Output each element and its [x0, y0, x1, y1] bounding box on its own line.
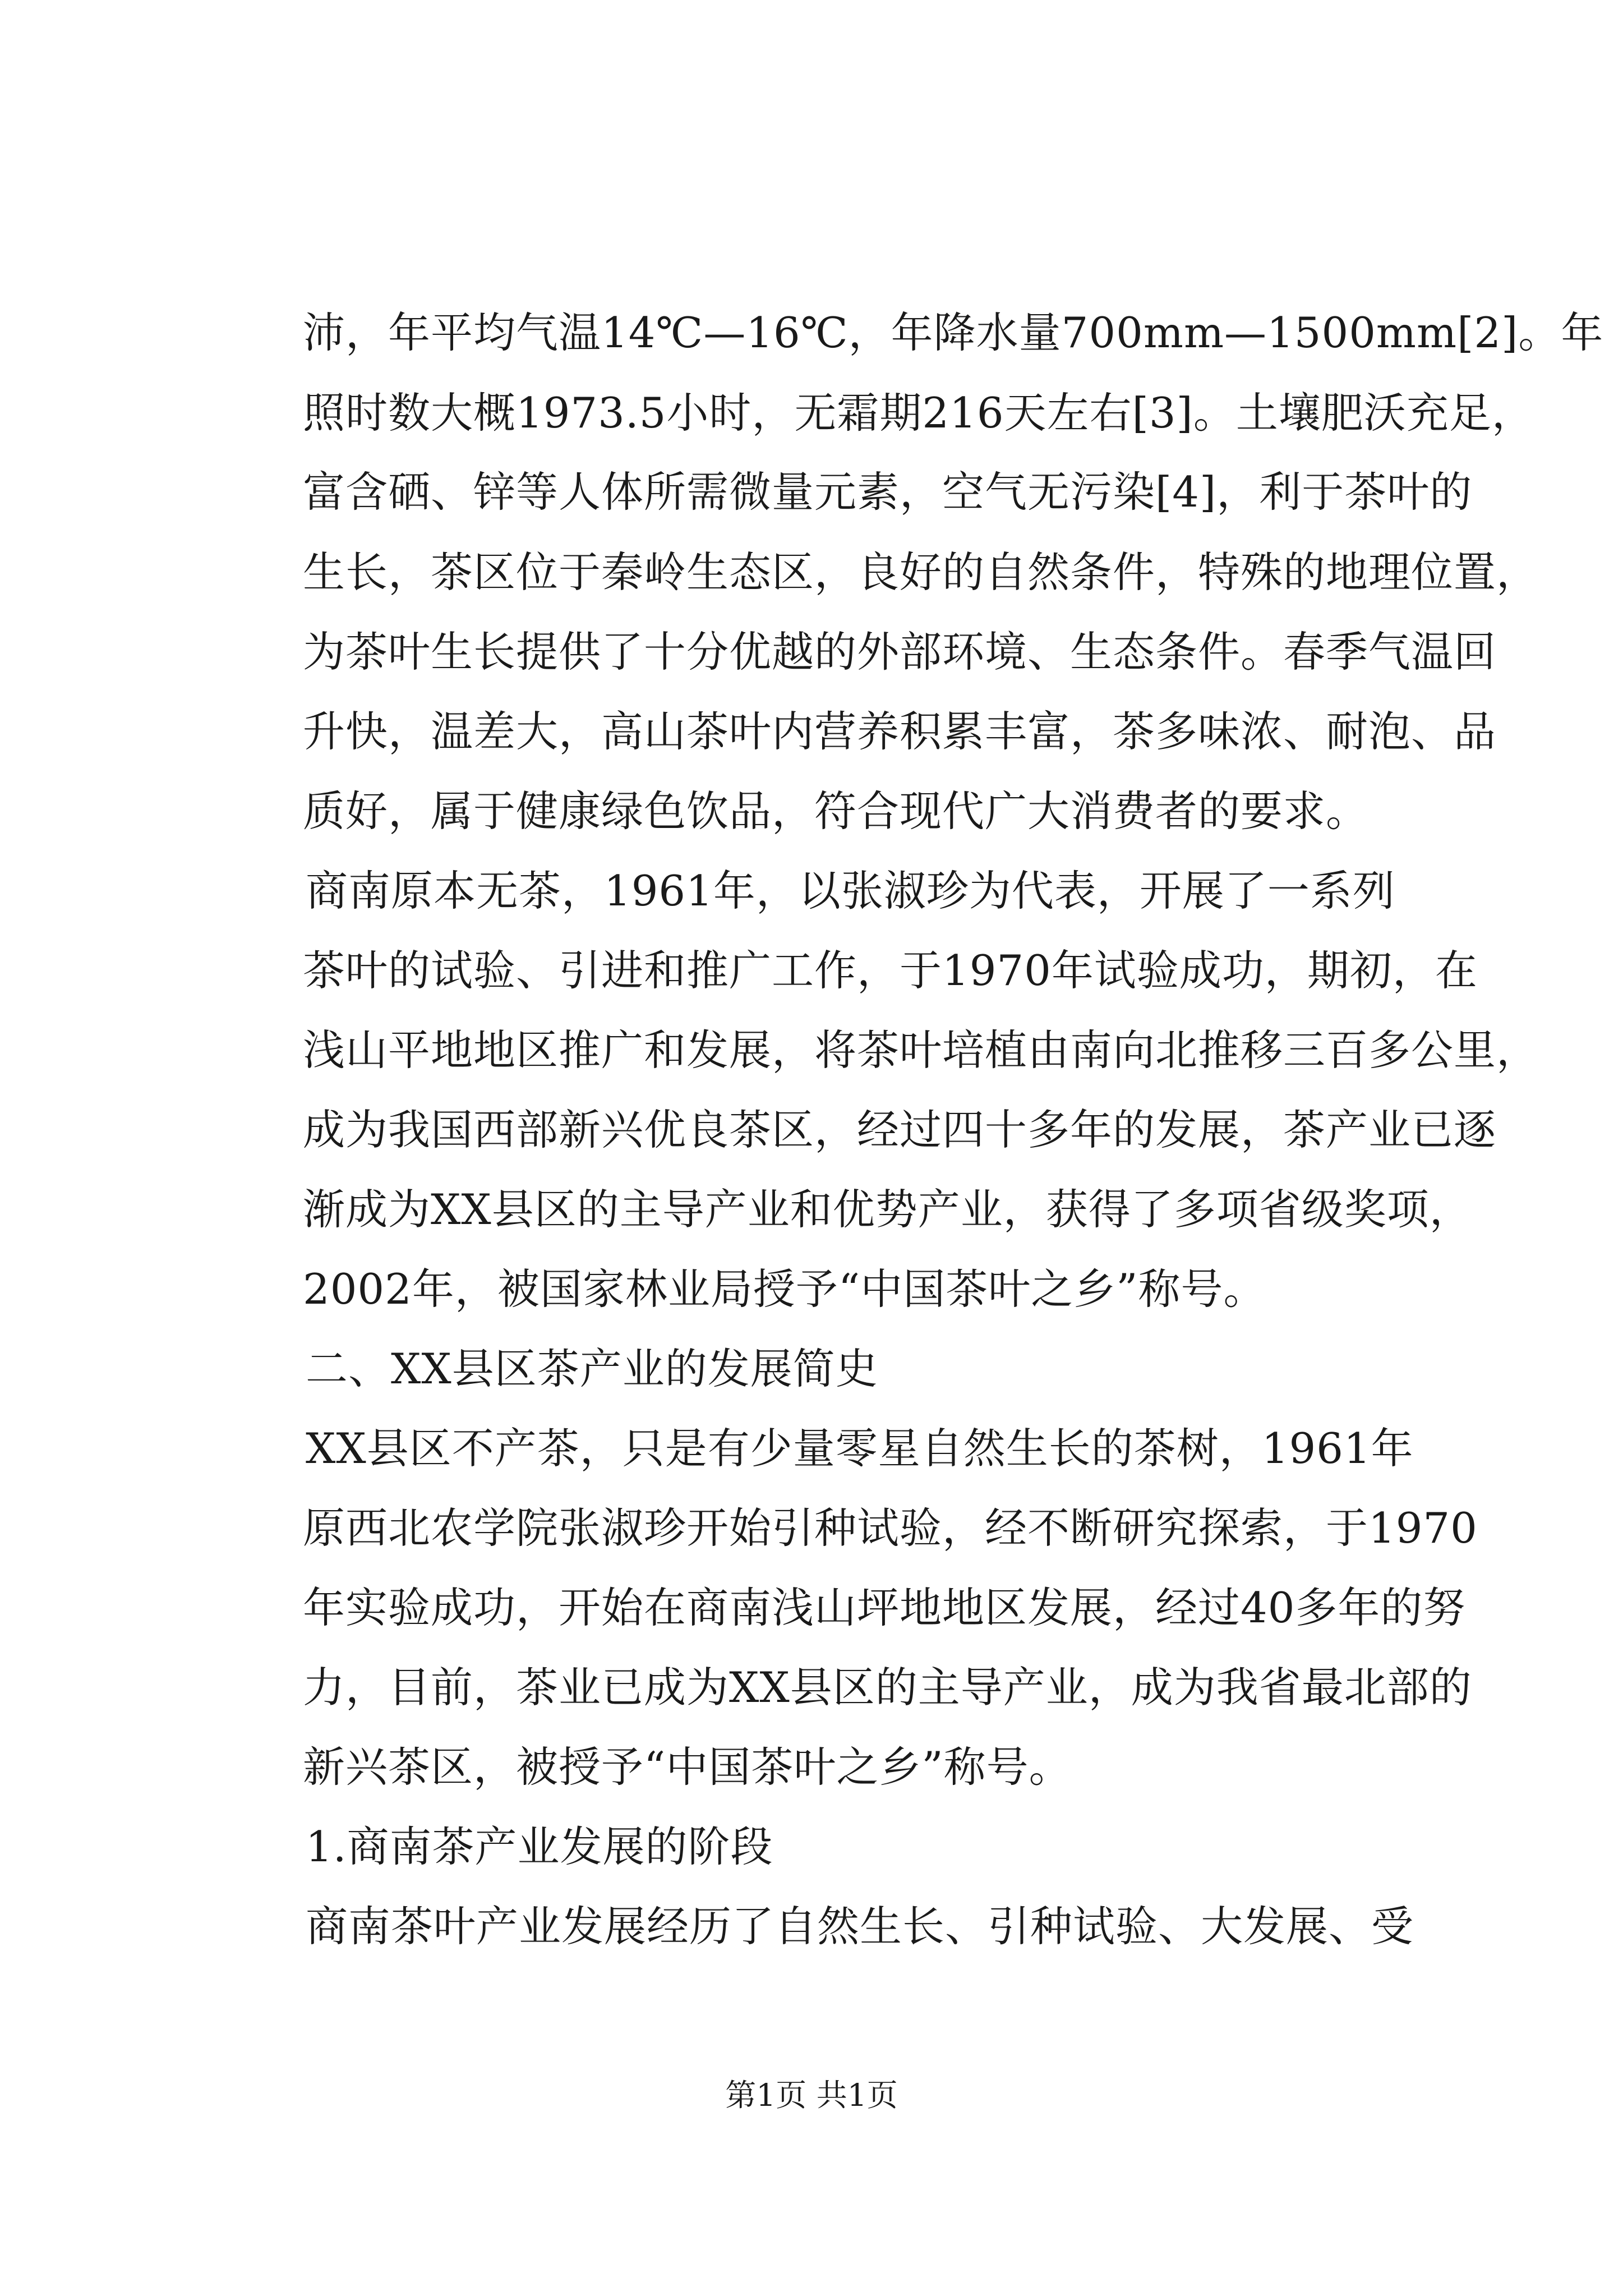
subsection-heading: 1.商南茶产业发展的阶段	[306, 1822, 773, 1871]
section-heading: 二、XX县区茶产业的发展简史	[306, 1344, 878, 1393]
text-line: 为茶叶生长提供了十分优越的外部环境、生态条件。春季气温回	[303, 627, 1497, 677]
text-line: 2002年，被国家林业局授予“中国茶叶之乡”称号。	[303, 1264, 1266, 1314]
text-line: 渐成为XX县区的主导产业和优势产业，获得了多项省级奖项，	[303, 1185, 1472, 1234]
text-line: 照时数大概1973.5小时，无霜期216天左右[3]。土壤肥沃充足，	[303, 388, 1534, 438]
text-line: 质好，属于健康绿色饮品，符合现代广大消费者的要求。	[303, 786, 1369, 836]
page-footer: 第1页 共1页	[725, 2077, 898, 2113]
text-line: 力，目前，茶业已成为XX县区的主导产业，成为我省最北部的	[303, 1663, 1472, 1712]
text-line: 生长，茶区位于秦岭生态区，良好的自然条件，特殊的地理位置，	[303, 547, 1539, 597]
text-line: 商南原本无茶，1961年，以张淑珍为代表，开展了一系列	[306, 866, 1395, 915]
text-line: 原西北农学院张淑珍开始引种试验，经不断研究探索，于1970	[303, 1503, 1478, 1553]
text-line: 富含硒、锌等人体所需微量元素，空气无污染[4]，利于茶叶的	[303, 467, 1473, 517]
text-line: 浅山平地地区推广和发展，将茶叶培植由南向北推移三百多公里，	[303, 1025, 1539, 1075]
text-line: 新兴茶区，被授予“中国茶叶之乡”称号。	[303, 1742, 1072, 1792]
text-line: XX县区不产茶，只是有少量零星自然生长的茶树，1961年	[306, 1424, 1414, 1473]
text-line: 升快，温差大，高山茶叶内营养积累丰富，茶多味浓、耐泡、品	[303, 707, 1497, 756]
text-line: 商南茶叶产业发展经历了自然生长、引种试验、大发展、受	[306, 1902, 1414, 1951]
text-line: 茶叶的试验、引进和推广工作，于1970年试验成功，期初，在	[303, 946, 1478, 995]
text-line: 年实验成功，开始在商南浅山坪地地区发展，经过40多年的努	[303, 1583, 1466, 1632]
text-line: 沛，年平均气温14℃—16℃，年降水量700mm—1500mm[2]。年	[303, 308, 1604, 357]
text-line: 成为我国西部新兴优良茶区，经过四十多年的发展，茶产业已逐	[303, 1105, 1497, 1154]
